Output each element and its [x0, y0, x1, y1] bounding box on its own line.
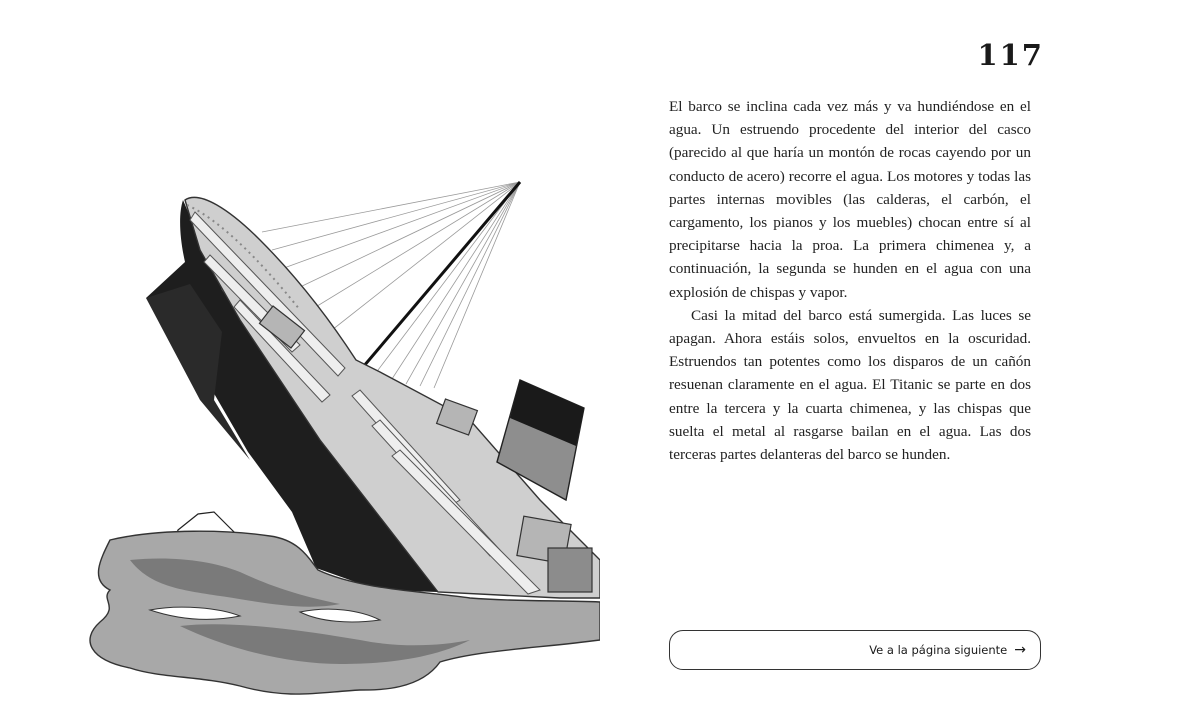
- mast: [352, 182, 520, 380]
- next-page-label: Ve a la página siguiente: [869, 643, 1008, 657]
- page-number: 117: [977, 38, 1044, 72]
- next-page-button[interactable]: [669, 630, 1041, 670]
- arrow-right-icon: →: [1014, 642, 1026, 658]
- story-paragraph: El barco se inclina cada vez más y va hundiéndose en el agua. Un estruendo procedente del interior del casco (parecido al que haría un montón de rocas cayendo por un conducto de acero) recorre el agua. Los motores y todas las partes internas movibles (las calderas, el carbón, el cargamento, los pianos y los muebles) chocan entre sí al precipitarse hacia la proa. La primera chimenea y, a continuación, la segunda se hunden en el agua con una explosión de chispas y vapor.: [669, 98, 1031, 301]
- story-text: [669, 95, 1031, 466]
- story-paragraph: Casi la mitad del barco está sumergida. Las luces se apagan. Ahora estáis solos, envueltos en la oscuridad. Estruendos tan potentes como los disparos de un cañón resuenan claramente en el agua. El Titanic se parte en dos entre la tercera y la cuarta chimenea, y las chispas que suelta el metal al rasgarse bailan en el agua. Las dos terceras partes delanteras del barco se hunden.: [669, 306, 1031, 464]
